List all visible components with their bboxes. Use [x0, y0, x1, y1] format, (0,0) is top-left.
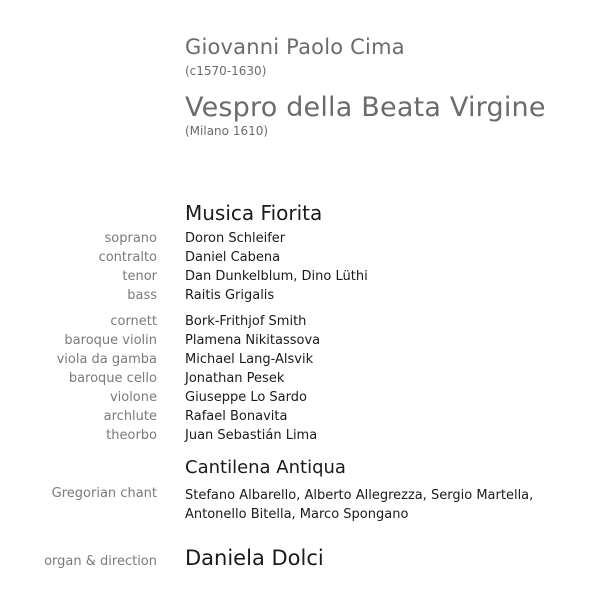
credit-row: [0, 409, 600, 428]
performer-name: Michael Lang-Alsvik: [185, 352, 314, 367]
role-label: soprano: [104, 231, 157, 246]
role-label: archlute: [103, 409, 157, 424]
performer-name: Plamena Nikitassova: [185, 333, 321, 348]
credit-row: [0, 428, 600, 447]
work-title: Vespro della Beata Virgine: [185, 92, 546, 123]
role-label: theorbo: [106, 428, 157, 443]
role-label: cornett: [110, 314, 157, 329]
role-label: baroque violin: [64, 333, 157, 348]
role-label: tenor: [122, 269, 157, 284]
credit-row: [0, 288, 600, 307]
ensemble-name-musica-fiorita: Musica Fiorita: [185, 201, 323, 225]
composer-name: Giovanni Paolo Cima: [185, 35, 405, 59]
chant-performers: [185, 486, 585, 524]
performer-name: Raitis Grigalis: [185, 288, 275, 303]
credit-row: [0, 269, 600, 288]
credit-row: [0, 390, 600, 409]
credit-row: [0, 314, 600, 333]
performer-name: Rafael Bonavita: [185, 409, 288, 424]
ensemble-name-cantilena-antiqua: Cantilena Antiqua: [185, 457, 346, 478]
role-label: Gregorian chant: [51, 486, 157, 501]
performer-name: Doron Schleifer: [185, 231, 286, 246]
composer-dates: (c1570-1630): [185, 64, 267, 78]
credit-row: [0, 371, 600, 390]
performer-name: Dan Dunkelblum, Dino Lüthi: [185, 269, 368, 284]
chant-performers-line-1: Stefano Albarello, Alberto Allegrezza, Sergio Martella,: [185, 488, 534, 503]
credit-row: [0, 333, 600, 352]
director-name: Daniela Dolci: [185, 546, 324, 570]
performer-name: Bork-Frithjof Smith: [185, 314, 307, 329]
performer-name: Jonathan Pesek: [185, 371, 285, 386]
credit-row: [0, 231, 600, 250]
performer-name: Juan Sebastián Lima: [185, 428, 318, 443]
role-label: baroque cello: [68, 371, 157, 386]
credit-row: [0, 250, 600, 269]
work-subtitle: (Milano 1610): [185, 124, 269, 138]
role-label: violone: [109, 390, 157, 405]
credit-row: [0, 352, 600, 371]
role-label: contralto: [98, 250, 157, 265]
role-label: viola da gamba: [56, 352, 157, 367]
performer-name: Daniel Cabena: [185, 250, 281, 265]
director-role-label: organ & direction: [44, 554, 157, 569]
role-label: bass: [127, 288, 157, 303]
chant-performers-line-2: Antonello Bitella, Marco Spongano: [185, 507, 409, 522]
performer-name: Giuseppe Lo Sardo: [185, 390, 307, 405]
